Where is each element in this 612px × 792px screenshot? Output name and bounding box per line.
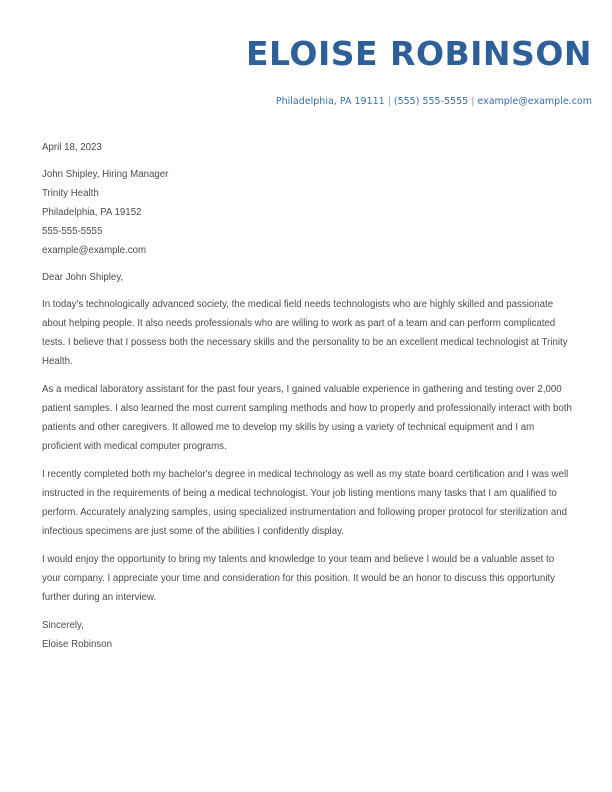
recipient-email: example@example.com [42,245,147,256]
recipient-name-title: John Shipley, Hiring Manager [42,169,169,180]
contact-phone: (555) 555-5555 [393,96,469,107]
recipient-address: Philadelphia, PA 19152 [42,207,142,218]
body-paragraph-3: I recently completed both my bachelor's degree in medical technology as well as my state board certification and I was well instructed in the requirements of being a medical technologist. Your job listing mentions many tasks that I am qualified to perform. Accurately analyzing samples, using specialized instrumentation and following proper protocol for sterilization and infectious specimens are just some of the abilities I confidently display. [42,469,569,537]
closing-phrase: Sincerely, [42,620,84,631]
signature-name: Eloise Robinson [42,639,113,650]
body-paragraph-2: As a medical laboratory assistant for the past four years, I gained valuable experience in gathering and testing over 2,000 patient samples. I also learned the most current sampling methods and how to properly and professionally interact with both patients and other caregivers. It allowed me to develop my skills by using a variety of technical equipment and I am proficient with medical computer programs. [42,384,572,452]
recipient-phone: 555-555-5555 [42,226,103,237]
contact-separator-1: | [387,96,391,107]
body-paragraph-1: In today's technologically advanced society, the medical field needs technologists who are highly skilled and passionate about helping people. It also needs professionals who are willing to work as part of a team and can perform complicated tests. I believe that I possess both the necessary skills and the personality to be an excellent medical technologist at Trinity Health. [42,299,568,367]
letter-header [246,36,592,108]
recipient-company: Trinity Health [42,188,99,199]
salutation: Dear John Shipley, [42,272,124,283]
letter-body [42,138,574,654]
contact-separator-2: | [471,96,475,107]
contact-line [246,96,592,108]
candidate-name: ELOISE ROBINSON [246,34,592,73]
body-paragraph-4: I would enjoy the opportunity to bring my talents and knowledge to your team and believe I would be a valuable asset to your company. I appreciate your time and consideration for this position. It would be an honor to discuss this opportunity further during an interview. [42,554,556,603]
contact-email: example@example.com [477,96,592,107]
recipient-block [42,165,574,260]
closing-block [42,616,574,654]
contact-location: Philadelphia, PA 19111 [275,96,385,107]
letter-date: April 18, 2023 [42,142,102,153]
